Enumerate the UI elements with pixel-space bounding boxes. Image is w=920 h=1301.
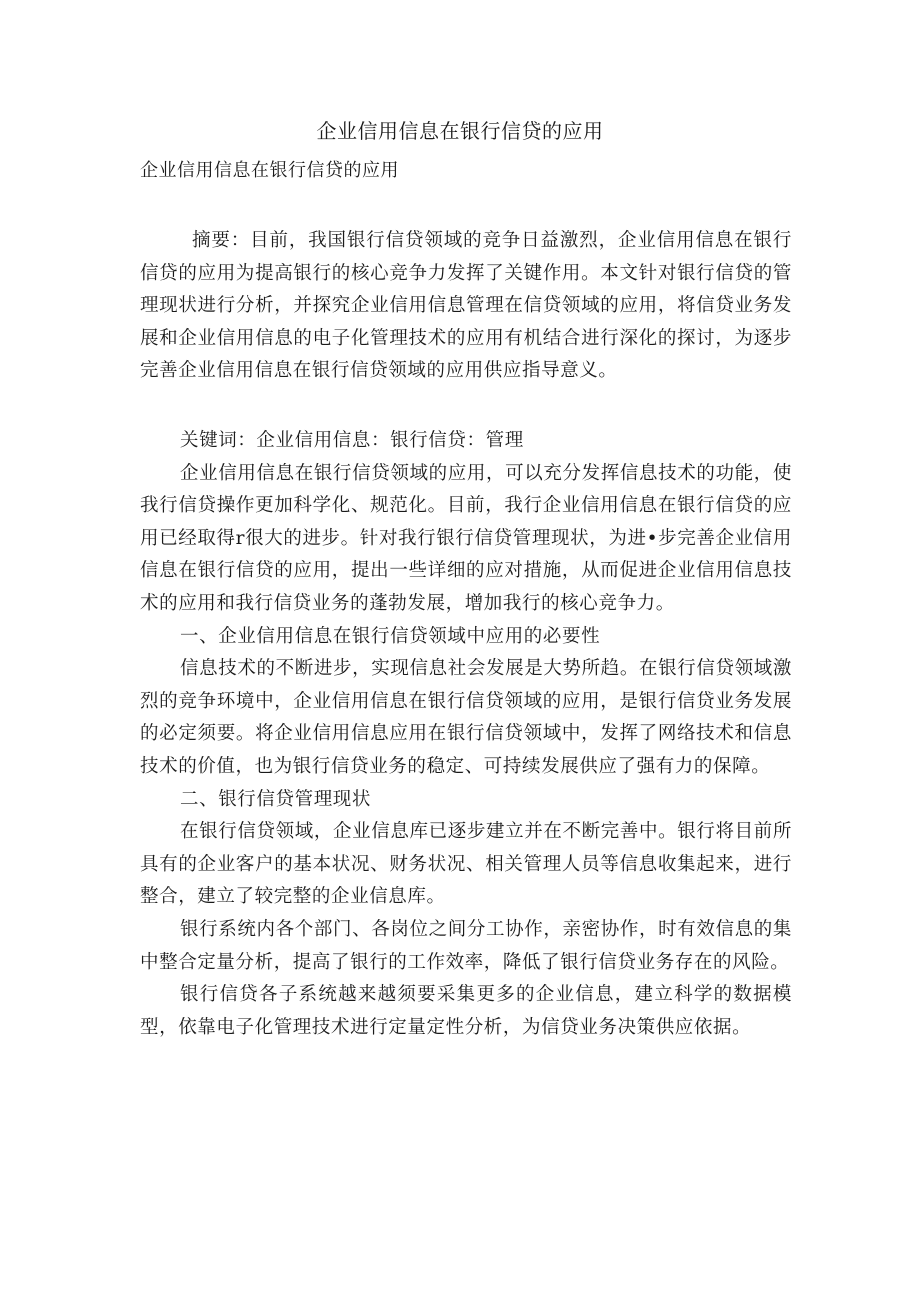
body-paragraph: 企业信用信息在银行信贷领域的应用，可以充分发挥信息技术的功能，使我行信贷操作更加科学化、规范化。目前，我行企业信用信息在银行信贷的应用已经取得r很大的进步。针对我行银行信贷管理现状，为进•步完善企业信用信息在银行信贷的应用，提出一些详细的应对措施，从而促进企业信用信息技术的应用和我行信贷业务的蓬勃发展，增加我行的核心竞争力。 xyxy=(140,462,792,614)
body-section xyxy=(140,425,792,1044)
body-paragraph: 信息技术的不断进步，实现信息社会发展是大势所趋。在银行信贷领域激烈的竞争环境中，企业信用信息在银行信贷领域的应用，是银行信贷业务发展的必定须要。将企业信用信息应用在银行信贷领域中，发挥了网络技术和信息技术的价值，也为银行信贷业务的稳定、可持续发展供应了强有力的保障。 xyxy=(140,658,792,777)
section-heading-status: 二、银行信贷管理现状 xyxy=(180,788,372,810)
body-paragraph: 在银行信贷领域，企业信息库已逐步建立并在不断完善中。银行将目前所具有的企业客户的基本状况、财务状况、相关管理人员等信息收集起来，进行整合，建立了较完整的企业信息库。 xyxy=(140,821,792,908)
body-paragraph: 银行系统内各个部门、各岗位之间分工协作，亲密协作，时有效信息的集中整合定量分析，提高了银行的工作效率，降低了银行信贷业务存在的风险。 xyxy=(140,918,792,973)
keywords-line: 关键词：企业信用信息：银行信贷：管理 xyxy=(180,430,524,451)
abstract-paragraph: 摘要：目前，我国银行信贷领域的竞争日益激烈，企业信用信息在银行信贷的应用为提高银行的核心竞争力发挥了关键作用。本文针对银行信贷的管理现状进行分析，并探究企业信用信息管理在信贷领域的应用，将信贷业务发展和企业信用信息的电子化管理技术的应用有机结合进行深化的探讨，为逐步完善企业信用信息在银行信贷领域的应用供应指导意义。 xyxy=(140,230,792,382)
abstract-section xyxy=(140,225,792,388)
section-heading-necessity: 一、企业信用信息在银行信贷领域中应用的必要性 xyxy=(180,625,601,647)
body-paragraph: 银行信贷各子系统越来越须要采集更多的企业信息，建立科学的数据模型，依靠电子化管理技术进行定量定性分析，为信贷业务决策供应依据。 xyxy=(140,984,792,1038)
document-title: 企业信用信息在银行信贷的应用 xyxy=(316,119,604,143)
document-subtitle: 企业信用信息在银行信贷的应用 xyxy=(140,160,399,181)
